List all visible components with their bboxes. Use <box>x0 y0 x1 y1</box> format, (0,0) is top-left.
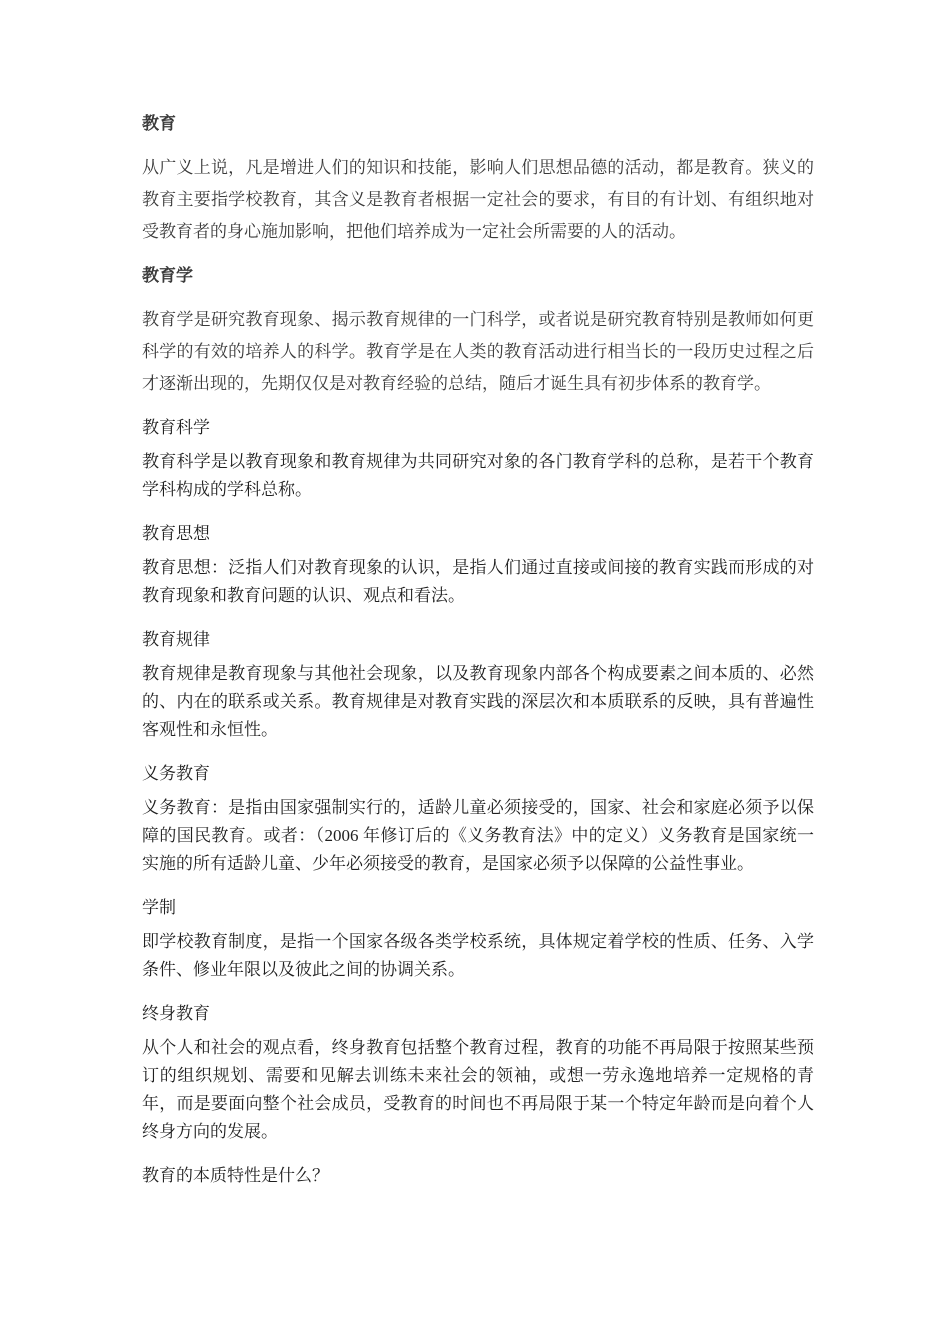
document-section <box>142 522 814 610</box>
section-heading: 教育学 <box>142 266 193 285</box>
section-heading: 教育思想 <box>142 524 210 543</box>
section-paragraph: 教育科学是以教育现象和教育规律为共同研究对象的各门教育学科的总称，是若干个教育学科构成的学科总称。 <box>142 452 814 499</box>
document-content <box>142 112 814 1196</box>
section-paragraph: 从个人和社会的观点看，终身教育包括整个教育过程，教育的功能不再局限于按照某些预订的组织规划、需要和见解去训练未来社会的领袖，或想一劳永逸地培养一定规格的青年，而是要面向整个社会成员，受教育的时间也不再局限于某一个特定年龄而是向着个人终身方向的发展。 <box>142 1038 814 1141</box>
section-heading: 教育的本质特性是什么？ <box>142 1166 329 1185</box>
document-section <box>142 1164 814 1188</box>
document-section <box>142 628 814 744</box>
section-heading: 教育规律 <box>142 630 210 649</box>
section-paragraph: 教育学是研究教育现象、揭示教育规律的一门科学，或者说是研究教育特别是教师如何更科学的有效的培养人的科学。教育学是在人类的教育活动进行相当长的一段历史过程之后才逐渐出现的，先期仅仅是对教育经验的总结，随后才诞生具有初步体系的教育学。 <box>142 310 814 393</box>
section-paragraph: 教育思想：泛指人们对教育现象的认识，是指人们通过直接或间接的教育实践而形成的对教育现象和教育问题的认识、观点和看法。 <box>142 558 814 605</box>
section-heading: 终身教育 <box>142 1004 210 1023</box>
document-section <box>142 416 814 504</box>
document-section <box>142 896 814 984</box>
section-paragraph: 义务教育：是指由国家强制实行的，适龄儿童必须接受的，国家、社会和家庭必须予以保障的国民教育。或者：（2006 年修订后的《义务教育法》中的定义）义务教育是国家统一实施的所有适龄儿童、少年必须接受的教育，是国家必须予以保障的公益性事业。 <box>142 798 814 873</box>
section-paragraph: 教育规律是教育现象与其他社会现象，以及教育现象内部各个构成要素之间本质的、必然的、内在的联系或关系。教育规律是对教育实践的深层次和本质联系的反映，具有普遍性客观性和永恒性。 <box>142 664 814 739</box>
document-section <box>142 1002 814 1146</box>
section-paragraph: 即学校教育制度，是指一个国家各级各类学校系统，具体规定着学校的性质、任务、入学条件、修业年限以及彼此之间的协调关系。 <box>142 932 814 979</box>
section-heading: 教育科学 <box>142 418 210 437</box>
document-section <box>142 762 814 878</box>
document-section <box>142 264 814 400</box>
section-heading: 义务教育 <box>142 764 210 783</box>
section-paragraph: 从广义上说，凡是增进人们的知识和技能，影响人们思想品德的活动，都是教育。狭义的教育主要指学校教育，其含义是教育者根据一定社会的要求，有目的有计划、有组织地对受教育者的身心施加影响，把他们培养成为一定社会所需要的人的活动。 <box>142 158 814 241</box>
document-section <box>142 112 814 248</box>
section-heading: 学制 <box>142 898 176 917</box>
section-heading: 教育 <box>142 114 176 133</box>
